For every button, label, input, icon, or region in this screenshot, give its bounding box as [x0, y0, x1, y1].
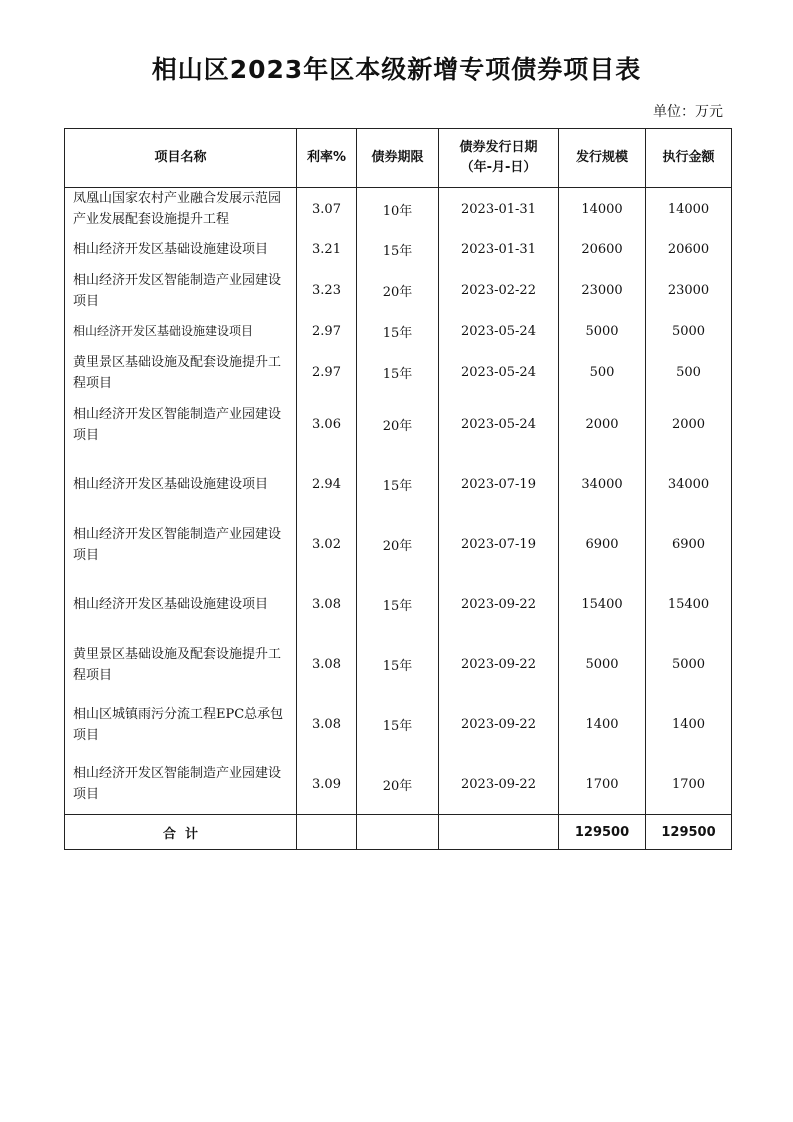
- cell-date: 2023-09-22: [439, 695, 559, 755]
- page-title: 相山区2023年区本级新增专项债券项目表: [151, 55, 642, 84]
- table-row: [65, 313, 732, 351]
- cell-name: 黄里景区基础设施及配套设施提升工程项目: [65, 351, 297, 395]
- header-date-line1: 债券发行日期: [459, 140, 538, 155]
- cell-term: 20年: [357, 515, 439, 575]
- cell-exec: 34000: [646, 455, 732, 515]
- cell-term: 15年: [357, 695, 439, 755]
- cell-name: 相山经济开发区智能制造产业园建设项目: [65, 269, 297, 313]
- cell-term: 15年: [357, 313, 439, 351]
- cell-date: 2023-05-24: [439, 313, 559, 351]
- total-exec: 129500: [646, 815, 732, 850]
- cell-exec: 14000: [646, 188, 732, 231]
- cell-date: 2023-01-31: [439, 231, 559, 269]
- cell-term: 20年: [357, 395, 439, 455]
- cell-term: 15年: [357, 351, 439, 395]
- cell-rate: 3.07: [297, 188, 357, 231]
- cell-rate: 3.02: [297, 515, 357, 575]
- cell-exec: 1700: [646, 755, 732, 815]
- cell-rate: 3.08: [297, 575, 357, 635]
- table-row: [65, 635, 732, 695]
- cell-scale: 23000: [559, 269, 646, 313]
- cell-term: 15年: [357, 575, 439, 635]
- cell-date: 2023-07-19: [439, 515, 559, 575]
- cell-name: 相山经济开发区基础设施建设项目: [65, 231, 297, 269]
- header-rate: 利率%: [297, 129, 357, 188]
- cell-name: 相山经济开发区智能制造产业园建设项目: [65, 515, 297, 575]
- cell-name: 相山经济开发区基础设施建设项目: [65, 313, 297, 351]
- cell-date: 2023-01-31: [439, 188, 559, 231]
- cell-date: 2023-09-22: [439, 575, 559, 635]
- cell-exec: 500: [646, 351, 732, 395]
- cell-exec: 20600: [646, 231, 732, 269]
- header-exec: 执行金额: [646, 129, 732, 188]
- cell-term: 15年: [357, 455, 439, 515]
- table-row: [65, 395, 732, 455]
- cell-date: 2023-09-22: [439, 635, 559, 695]
- header-date-line2: （年-月-日）: [460, 160, 537, 175]
- cell-exec: 5000: [646, 635, 732, 695]
- cell-date: 2023-02-22: [439, 269, 559, 313]
- header-term: 债券期限: [357, 129, 439, 188]
- cell-term: 20年: [357, 269, 439, 313]
- total-date-empty: [439, 815, 559, 850]
- unit-label: 单位：万元: [653, 104, 723, 120]
- cell-rate: 2.97: [297, 313, 357, 351]
- cell-name: 相山经济开发区智能制造产业园建设项目: [65, 395, 297, 455]
- cell-rate: 2.97: [297, 351, 357, 395]
- cell-term: 10年: [357, 188, 439, 231]
- table-row: [65, 515, 732, 575]
- cell-exec: 2000: [646, 395, 732, 455]
- cell-exec: 6900: [646, 515, 732, 575]
- table-row: [65, 455, 732, 515]
- cell-exec: 5000: [646, 313, 732, 351]
- cell-date: 2023-05-24: [439, 351, 559, 395]
- total-term-empty: [357, 815, 439, 850]
- table-row: [65, 231, 732, 269]
- cell-name: 相山经济开发区基础设施建设项目: [65, 455, 297, 515]
- header-scale: 发行规模: [559, 129, 646, 188]
- cell-exec: 15400: [646, 575, 732, 635]
- cell-name: 相山经济开发区基础设施建设项目: [65, 575, 297, 635]
- cell-rate: 3.23: [297, 269, 357, 313]
- cell-scale: 20600: [559, 231, 646, 269]
- cell-name: 凤凰山国家农村产业融合发展示范园产业发展配套设施提升工程: [65, 188, 297, 231]
- cell-rate: 3.06: [297, 395, 357, 455]
- cell-scale: 2000: [559, 395, 646, 455]
- table-row: [65, 755, 732, 815]
- total-scale: 129500: [559, 815, 646, 850]
- cell-rate: 2.94: [297, 455, 357, 515]
- header-name: 项目名称: [65, 129, 297, 188]
- table-row: [65, 269, 732, 313]
- cell-scale: 5000: [559, 635, 646, 695]
- cell-scale: 1400: [559, 695, 646, 755]
- table-row: [65, 575, 732, 635]
- table-row: [65, 351, 732, 395]
- cell-term: 15年: [357, 635, 439, 695]
- total-rate-empty: [297, 815, 357, 850]
- cell-scale: 34000: [559, 455, 646, 515]
- cell-name: 相山经济开发区智能制造产业园建设项目: [65, 755, 297, 815]
- header-date: [439, 129, 559, 188]
- cell-term: 20年: [357, 755, 439, 815]
- bond-table: [64, 128, 732, 850]
- cell-scale: 15400: [559, 575, 646, 635]
- table-header-row: [65, 129, 732, 188]
- total-row: [65, 815, 732, 850]
- table-row: [65, 188, 732, 231]
- cell-name: 黄里景区基础设施及配套设施提升工程项目: [65, 635, 297, 695]
- cell-scale: 14000: [559, 188, 646, 231]
- total-label: 合 计: [65, 815, 297, 850]
- cell-scale: 500: [559, 351, 646, 395]
- cell-scale: 6900: [559, 515, 646, 575]
- cell-scale: 5000: [559, 313, 646, 351]
- cell-rate: 3.08: [297, 635, 357, 695]
- cell-term: 15年: [357, 231, 439, 269]
- table-row: [65, 695, 732, 755]
- cell-rate: 3.09: [297, 755, 357, 815]
- cell-rate: 3.08: [297, 695, 357, 755]
- cell-exec: 23000: [646, 269, 732, 313]
- cell-rate: 3.21: [297, 231, 357, 269]
- cell-date: 2023-09-22: [439, 755, 559, 815]
- cell-date: 2023-05-24: [439, 395, 559, 455]
- cell-name: 相山区城镇雨污分流工程EPC总承包项目: [65, 695, 297, 755]
- cell-date: 2023-07-19: [439, 455, 559, 515]
- cell-exec: 1400: [646, 695, 732, 755]
- cell-scale: 1700: [559, 755, 646, 815]
